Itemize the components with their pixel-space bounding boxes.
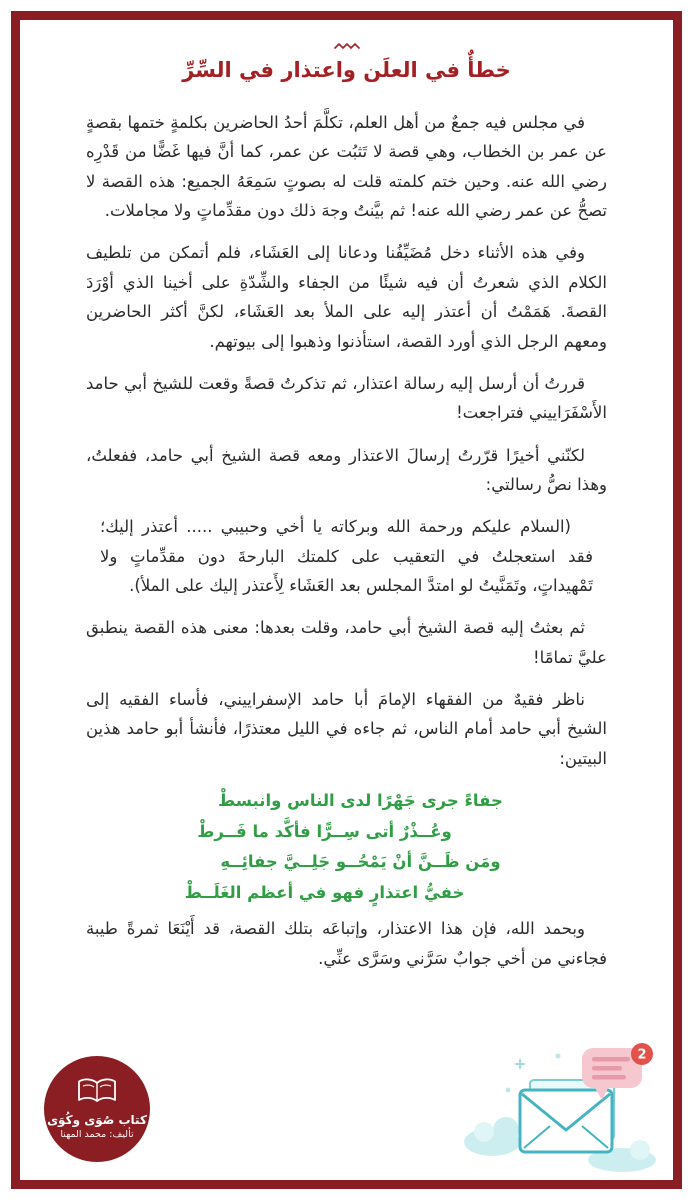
mail-illustration <box>462 1042 667 1174</box>
poem-line-3: ومَن ظَــنَّ أنْ يَمْحُــو جَلِــيَّ جفائِــهِ <box>220 852 501 872</box>
article-body <box>86 108 607 973</box>
page-title: خطأٌ في العلَن واعتذار في السِّرِّ <box>182 58 511 82</box>
logo-book-title: كتاب صُوَى وكُوَى <box>47 1113 147 1128</box>
paragraph-4: لكنّني أخيرًا قرّرتُ إرسالَ الاعتذار ومعه قصة الشيخ أبي حامد، ففعلتُ، وهذا نصُّ رسالتي: <box>86 445 607 494</box>
logo-author: تأليف: محمد المهنا <box>60 1129 134 1141</box>
paragraph-2: وفي هذه الأثناء دخل مُضَيِّفُنا ودعانا إلى العَشَاء، فلم أتمكن من تلطيف الكلام الذي شعرتُ أن فيه شيئًا من الجفاء والشِّدّةِ على أخينا الذي أوْرَدَ القصةَ. هَمَمْتُ أن أعتذر إليه على الملأ بعد العَشَاء، لكنَّ أكثر الحاضرين ومعهم الرجل الذي أورد القصة، استأذنوا وذهبوا إلى بيوتهم. <box>86 243 607 351</box>
book-stamp-logo <box>44 1056 150 1162</box>
open-book-icon <box>76 1077 118 1109</box>
cloud-icon <box>464 1117 520 1156</box>
paragraph-1: في مجلس فيه جمعٌ من أهل العلم، تكلَّمَ أحدُ الحاضرين بكلمةٍ ختمها بقصةٍ عن عمر بن الخطاب، وهي قصة لا تَثبُت عن عمر، كما أنَّ فيها غَضًّا من قَدْرِه رضي الله عنه. وحين ختم كلمته قلت له بصوتٍ سَمِعَهُ الجميع: هذه القصة لا تصحُّ عن عمر رضي الله عنه! ثم بيَّنتُ وجهَ ذلك دون مقدِّماتٍ ولا مجاملات. <box>86 113 607 221</box>
poem-block <box>86 786 607 908</box>
envelope-icon <box>520 1090 612 1152</box>
poem-line-4: خفيُّ اعتذارٍ فهو في أعظم الغَلَــطْ <box>184 882 465 902</box>
paragraph-5: ثم بعثتُ إليه قصة الشيخ أبي حامد، وقلت بعدها: معنى هذه القصة ينطبق عليَّ تمامًا! <box>86 618 607 667</box>
poem-line-1: جفاءً جرى جَهْرًا لدى الناس وانبسطْ <box>218 791 503 811</box>
paragraph-3: قررتُ أن أرسل إليه رسالة اعتذار، ثم تذكرتُ قصةً وقعت للشيخ أبي حامد الأَسْفَرَاييني فتراجعت! <box>86 373 607 423</box>
closing-paragraph: وبحمد الله، فإن هذا الاعتذار، وإتباعَه بتلك القصة، قد أَيْنَعَا ثمرةً طيبة فجاءني من أخي جوابٌ سَرَّني وسَرَّى عنِّي. <box>86 919 607 968</box>
paragraph-6: ناظر فقيهٌ من الفقهاء الإمامَ أبا حامد الإسفراييني، فأساء الفقيه إلى الشيخ أبي حامد أمام الناس، ثم جاءه في الليل معتذرًا، فأنشأ أبو حامد هذين البيتين: <box>86 690 607 768</box>
title-ornament-icon <box>86 42 607 52</box>
poem-line-2: وعُــذْرٌ أتى سِــرًّا فأكَّد ما فَــرطْ <box>197 821 452 841</box>
notification-badge <box>631 1043 653 1065</box>
page-content <box>28 28 665 1172</box>
badge-count: 2 <box>637 1047 647 1063</box>
apology-letter-paragraph: (السلام عليكم ورحمة الله وبركاته يا أخي وحبيبي ..... أعتذر إليك؛ فقد استعجلتُ في التعقيب على كلمتك البارحةَ دون مقدِّماتٍ ولا تَمْهيداتٍ، وتَمَنَّيتُ لو امتدَّ المجلس بعد العَشَاء لِأَعتذر إليك على الملأ). <box>100 517 593 596</box>
